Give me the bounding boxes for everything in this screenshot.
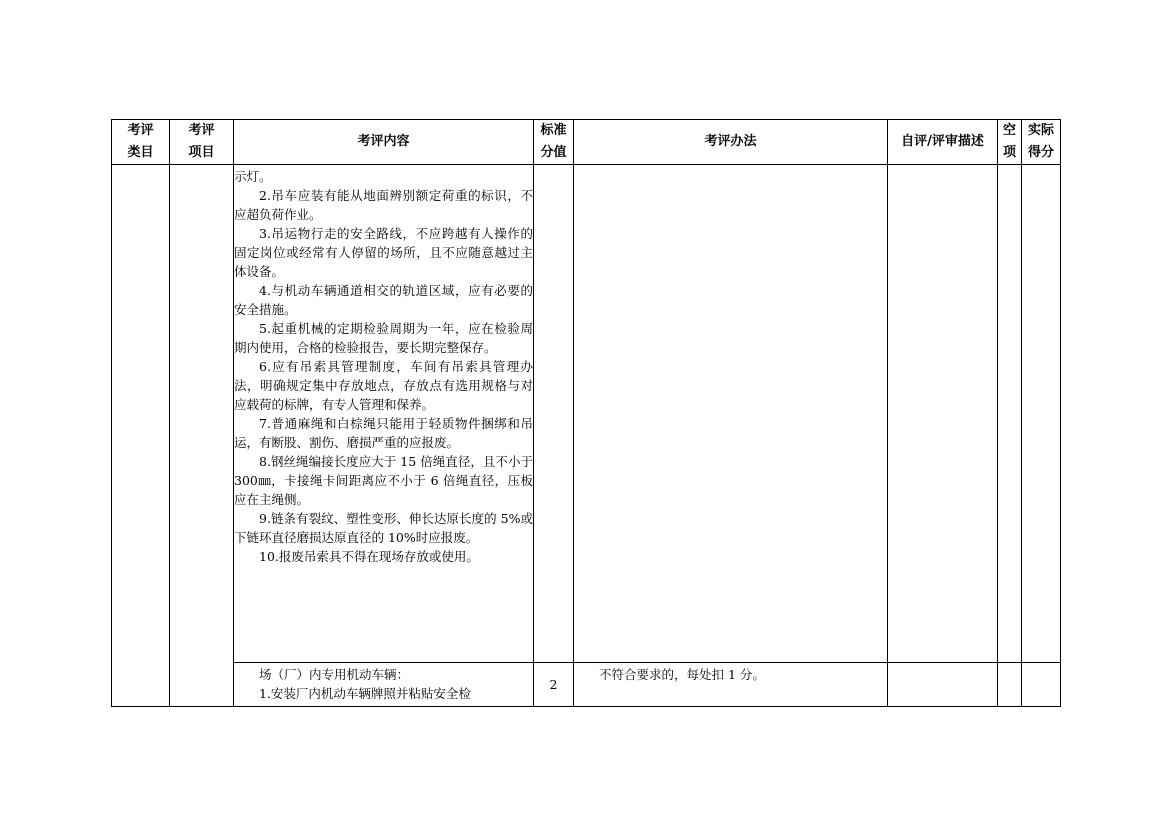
content-para: 7.普通麻绳和白棕绳只能用于轻质物件捆绑和吊运，有断股、割伤、磨损严重的应报废。 [234,416,533,450]
header-content: 考评内容 [234,120,534,165]
content-para: 10.报废吊索具不得在现场存放或使用。 [259,549,479,564]
item-cell [170,165,234,707]
content-para: 6.应有吊索具管理制度，车间有吊索具管理办法，明确规定集中存放地点，存放点有选用规格与对应载荷的标牌，有专人管理和保养。 [234,359,533,412]
evaluation-table [111,119,1061,707]
content-para: 3.吊运物行走的安全路线，不应跨越有人操作的固定岗位或经常有人停留的场所，且不应随意越过主体设备。 [234,226,533,279]
header-method: 考评办法 [574,120,888,165]
header-self-review: 自评/评审描述 [888,120,998,165]
method-cell [574,165,888,663]
header-actual-score: 实际 得分 [1022,120,1061,165]
self-review-cell [888,165,998,663]
actual-score-cell [1022,165,1061,663]
content-para: 2.吊车应装有能从地面辨别额定荷重的标识，不应超负荷作业。 [234,188,533,222]
table-row [112,663,1061,707]
category-cell [112,165,170,707]
score-cell: 2 [534,663,574,707]
content-para: 9.链条有裂纹、塑性变形、伸长达原长度的 5%或下链环直径磨损达原直径的 10%时应报废。 [234,511,533,545]
header-blank: 空 项 [998,120,1022,165]
content-para: 1.安装厂内机动车辆牌照并粘贴安全检 [259,686,471,701]
method-text: 不符合要求的，每处扣 1 分。 [599,667,765,682]
content-cell [234,165,534,663]
content-cell [234,663,534,707]
header-item: 考评 项目 [170,120,234,165]
content-para: 示灯。 [234,169,272,184]
table-header-row [112,120,1061,165]
score-cell [534,165,574,663]
content-para: 4.与机动车辆通道相交的轨道区域，应有必要的安全措施。 [234,283,533,317]
blank-cell [998,165,1022,663]
blank-cell [998,663,1022,707]
content-para: 5.起重机械的定期检验周期为一年，应在检验周期内使用，合格的检验报告，要长期完整保存。 [234,321,533,355]
actual-score-cell [1022,663,1061,707]
header-score: 标准 分值 [534,120,574,165]
content-para: 8.钢丝绳编接长度应大于 15 倍绳直径，且不小于 300㎜，卡接绳卡间距离应不小于 6 倍绳直径，压板应在主绳侧。 [234,454,533,507]
self-review-cell [888,663,998,707]
content-para: 场（厂）内专用机动车辆： [259,667,410,682]
method-cell [574,663,888,707]
header-category: 考评 类目 [112,120,170,165]
table-row [112,165,1061,663]
